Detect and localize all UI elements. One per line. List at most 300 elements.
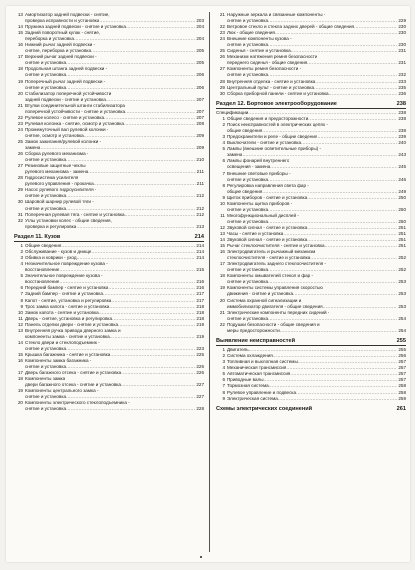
entry-number: 16 bbox=[17, 357, 23, 363]
page-number: 251 bbox=[398, 243, 406, 249]
entry-number: 21 bbox=[17, 102, 23, 108]
entry-title: снятие и установка bbox=[227, 176, 269, 182]
page-number: 212 bbox=[196, 205, 204, 211]
entry-title: Электрические компоненты передних сидений - bbox=[227, 309, 330, 315]
section-title: Раздел 12. Бортовое электрооборудование bbox=[216, 100, 337, 107]
entry-number: 4 bbox=[222, 140, 225, 146]
page-number: 258 bbox=[398, 383, 406, 389]
page-number: 257 bbox=[398, 377, 406, 383]
toc-entry bbox=[14, 127, 204, 139]
section-heading-schemes bbox=[216, 406, 406, 413]
page-number: 232 bbox=[398, 72, 406, 78]
entry-title: снятие и установка bbox=[25, 406, 67, 412]
entry-number: 1 bbox=[222, 347, 225, 353]
entry-number: 12 bbox=[17, 321, 23, 327]
entry-line bbox=[227, 91, 406, 97]
entry-number: 31 bbox=[17, 211, 23, 217]
page-number: 257 bbox=[398, 365, 406, 371]
page-number: 207 bbox=[196, 108, 204, 114]
toc-entry bbox=[216, 12, 406, 24]
entry-title: Обивка и коврики - уход bbox=[25, 255, 77, 261]
toc-entry bbox=[216, 122, 406, 134]
page-number: 253 bbox=[398, 279, 406, 285]
entry-title: Нижний рычаг задней подвески - bbox=[25, 42, 96, 48]
entry-number: 26 bbox=[219, 54, 225, 60]
entry-number: 16 bbox=[17, 42, 23, 48]
page-number: 210 bbox=[196, 157, 204, 163]
entry-title: Сборка приборной панели - снятие и установка bbox=[227, 90, 329, 96]
leader-dots bbox=[329, 91, 398, 97]
entry-number: 30 bbox=[17, 199, 23, 205]
entry-title: Задний бампер - снятие и установка bbox=[25, 291, 103, 297]
page-number: 253 bbox=[398, 303, 406, 309]
toc-entry bbox=[14, 376, 204, 388]
entry-number: 3 bbox=[222, 134, 225, 140]
page-number: 229 bbox=[398, 18, 406, 24]
entry-number: 19 bbox=[17, 78, 23, 84]
entry-line bbox=[227, 396, 406, 402]
entry-number: 21 bbox=[219, 12, 225, 17]
page-number: 246 bbox=[398, 176, 406, 182]
entry-title: Лампы (внешние осветительные приборы) - bbox=[227, 146, 321, 152]
entry-title: снятие и установка bbox=[25, 60, 67, 66]
page-number: 206 bbox=[196, 72, 204, 78]
entry-title: Автоматическая трансмиссия bbox=[227, 371, 291, 377]
entry-number: 7 bbox=[20, 291, 23, 297]
page-number: 238 bbox=[398, 116, 406, 122]
entry-number: 11 bbox=[18, 315, 23, 321]
entry-number: 13 bbox=[219, 231, 225, 236]
entry-number: 27 bbox=[219, 66, 225, 72]
entry-number: 28 bbox=[17, 175, 23, 181]
toc-entry bbox=[216, 36, 406, 48]
page-number: 254 bbox=[398, 315, 406, 321]
page-number: 216 bbox=[196, 279, 204, 285]
entry-title: снятие и установка bbox=[227, 279, 269, 285]
toc-entry bbox=[216, 249, 406, 261]
toc-entry bbox=[216, 66, 406, 78]
entry-title: Общие сведения и предосторожности bbox=[227, 116, 309, 122]
entry-number: 9 bbox=[222, 194, 225, 200]
entry-number: 14 bbox=[17, 24, 23, 30]
entry-title: снятие и установка bbox=[227, 72, 269, 78]
entry-number: 15 bbox=[17, 351, 23, 357]
entry-title: Внешние световые приборы - bbox=[227, 170, 291, 176]
toc-entry bbox=[14, 199, 204, 211]
page-number: 257 bbox=[398, 359, 406, 365]
entry-number: 13 bbox=[17, 327, 23, 333]
entry-title: Компоненты системы управления скоростью bbox=[227, 285, 323, 291]
entry-title: снятие и установка bbox=[25, 345, 67, 351]
page-number: 212 bbox=[196, 211, 204, 217]
entry-title: меры предосторожности bbox=[227, 327, 280, 333]
page-number: 209 bbox=[196, 132, 204, 138]
entry-number: 14 bbox=[219, 237, 225, 243]
entry-title: Стабилизатор поперечной устойчивости bbox=[25, 90, 112, 96]
entry-number: 29 bbox=[219, 84, 225, 90]
entry-number: 18 bbox=[219, 273, 225, 279]
entry-title: Гидросистема усилителя bbox=[25, 175, 79, 181]
entry-title: Промежуточный вал рулевой колонки - bbox=[25, 126, 109, 132]
toc-entry bbox=[216, 273, 406, 285]
entry-title: Амортизатор задней подвески - снятие, bbox=[25, 12, 110, 17]
entry-number: 12 bbox=[219, 224, 225, 230]
page-number: 203 bbox=[196, 18, 204, 24]
entry-number: 3 bbox=[20, 255, 23, 261]
entry-title: Сборка рулевого механизма - bbox=[25, 151, 89, 157]
toc-entry bbox=[14, 187, 204, 199]
entry-title: Механизм натяжения ремня безопасности bbox=[227, 54, 318, 60]
page-number: 218 bbox=[196, 315, 204, 321]
entry-number: 2 bbox=[222, 353, 225, 359]
entry-title: Верхний рычаг задней подвески - bbox=[25, 54, 97, 60]
entry-number: 9 bbox=[222, 395, 225, 401]
entry-title: Резиновые защитные чехлы bbox=[25, 163, 86, 169]
page-number: 250 bbox=[398, 218, 406, 224]
page-number: 206 bbox=[196, 84, 204, 90]
page-number: 251 bbox=[398, 231, 406, 236]
entry-title: Тормозная система bbox=[227, 383, 269, 389]
entry-title: снятие и установка bbox=[227, 218, 269, 224]
toc-entry bbox=[14, 328, 204, 340]
entry-number: 7 bbox=[222, 170, 225, 176]
entry-title: Компоненты замка багажника - bbox=[25, 357, 92, 363]
entry-number: 8 bbox=[20, 297, 23, 303]
entry-title: рулевого управления - прокачка bbox=[25, 181, 94, 187]
page-number: 231 bbox=[398, 60, 406, 66]
entry-number: 1 bbox=[20, 243, 23, 249]
entry-title: снятие и установка bbox=[227, 42, 269, 48]
entry-number: 21 bbox=[219, 309, 225, 315]
page-number: 205 bbox=[196, 60, 204, 66]
entry-title: Приводные валы bbox=[227, 377, 264, 383]
entry-title: Топливная и выхлопная системы bbox=[227, 359, 298, 365]
entry-title: Система охлаждения bbox=[227, 353, 273, 359]
entry-title: Выключатели - снятие и установка bbox=[227, 140, 302, 146]
entry-title: поперечной устойчивости - снятие и установка bbox=[25, 108, 126, 114]
entry-number: 6 bbox=[20, 285, 23, 291]
entry-title: Компоненты замка bbox=[25, 376, 66, 382]
page-number: 227 bbox=[196, 394, 204, 400]
entry-title: Компоненты омывателей стекол и фар - bbox=[227, 273, 314, 279]
spacer bbox=[216, 334, 406, 337]
page-number: 250 bbox=[398, 194, 406, 200]
page-number: 239 bbox=[398, 134, 406, 140]
entry-number: 20 bbox=[17, 90, 23, 96]
entry-title: Предохранители и реле - общие сведения bbox=[227, 134, 318, 140]
entry-title: восстановление bbox=[25, 267, 60, 273]
toc-entry bbox=[216, 261, 406, 273]
entry-title: Рулевое управление и подвеска bbox=[227, 389, 297, 395]
toc-entry bbox=[14, 42, 204, 54]
entry-line bbox=[227, 328, 406, 334]
entry-title: снятие и установка bbox=[25, 205, 67, 211]
toc-entry bbox=[14, 175, 204, 187]
entry-title: Значительное повреждение кузова - bbox=[25, 273, 103, 279]
entry-number: 3 bbox=[222, 359, 225, 365]
page-number: 228 bbox=[196, 406, 204, 412]
page-number: 249 bbox=[398, 188, 406, 194]
section-page: 261 bbox=[396, 405, 406, 412]
entry-title: Наружные зеркала и связанные компоненты - bbox=[227, 12, 326, 17]
page-number: 211 bbox=[196, 169, 204, 175]
entry-number: 2 bbox=[20, 249, 23, 255]
entry-title: движения - снятие и установка bbox=[227, 291, 293, 297]
page-number: 256 bbox=[398, 353, 406, 359]
toc-entry bbox=[14, 12, 204, 24]
entry-title: снятие и установка bbox=[25, 84, 67, 90]
entry-number: 27 bbox=[17, 163, 23, 169]
entry-title: Звуковой сигнал - снятие и установка bbox=[227, 224, 308, 230]
page-number: 251 bbox=[398, 237, 406, 243]
entry-title: Рычаг стеклоочистителя - снятие и установка bbox=[227, 243, 325, 249]
toc-entry bbox=[14, 261, 204, 273]
toc-entry bbox=[14, 340, 204, 352]
page-number: 212 bbox=[196, 193, 204, 199]
toc-entry bbox=[216, 213, 406, 225]
entry-title: Центральный пульт - снятие и установка bbox=[227, 84, 315, 90]
entry-title: Незначительное повреждение кузова - bbox=[25, 261, 108, 267]
entry-title: задней подвески - снятие и установка bbox=[25, 96, 106, 102]
entry-title: снятие и установка bbox=[25, 394, 67, 400]
entry-number: 18 bbox=[17, 66, 23, 72]
entry-title: замена bbox=[25, 145, 41, 151]
entry-number: 30 bbox=[219, 90, 225, 96]
entry-number: 13 bbox=[17, 12, 23, 17]
entry-title: Сиденья - снятие и установка bbox=[227, 48, 291, 54]
entry-title: рулевого механизма - замена bbox=[25, 169, 89, 175]
entry-title: общие сведения bbox=[227, 128, 263, 134]
toc-entry bbox=[14, 151, 204, 163]
page-number: 233 bbox=[398, 78, 406, 84]
entry-number: 17 bbox=[17, 370, 23, 376]
page-number: 252 bbox=[398, 267, 406, 273]
toc-entry bbox=[14, 400, 204, 412]
entry-title: Рулевое колесо - снятие и установка bbox=[25, 114, 105, 120]
leader-dots bbox=[66, 406, 195, 412]
entry-title: Двигатель bbox=[227, 347, 249, 353]
page-number: 225 bbox=[196, 351, 204, 357]
entry-title: снятие и установка bbox=[227, 315, 269, 321]
entry-title: Внешние компоненты кузова - bbox=[227, 36, 292, 42]
page-number: 216 bbox=[196, 285, 204, 291]
entry-title: Продольная штанга задней подвески - bbox=[25, 66, 108, 72]
entry-number: 2 bbox=[222, 122, 225, 128]
spacer bbox=[216, 402, 406, 405]
page-number: 243 bbox=[398, 152, 406, 158]
page-number: 214 bbox=[196, 249, 204, 255]
toc-entry bbox=[14, 103, 204, 115]
spacer bbox=[14, 230, 204, 233]
entry-title: снятие, переборка и установка bbox=[25, 48, 92, 54]
section-page: 214 bbox=[194, 233, 204, 240]
entry-title: Механическая трансмиссия bbox=[227, 365, 287, 371]
entry-title: освещения - замена bbox=[227, 164, 271, 170]
page-number: 230 bbox=[398, 24, 406, 30]
entry-number: 14 bbox=[17, 339, 23, 345]
entry-title: Обслуживание - кузов и днище bbox=[25, 249, 92, 255]
entry-title: Компоненты ремня безопасности - bbox=[227, 66, 302, 72]
entry-title: проверка и регулировка bbox=[25, 223, 77, 229]
entry-number: 29 bbox=[17, 187, 23, 193]
leader-dots bbox=[76, 224, 195, 230]
page-number: 207 bbox=[196, 96, 204, 102]
entry-title: Втулки соединительной штанги стабилизатора bbox=[25, 102, 125, 108]
page-number: 252 bbox=[398, 255, 406, 261]
entry-title: стеклоочистителя - снятие и установка bbox=[227, 255, 311, 261]
entry-title: Поперечный рычаг задней подвески - bbox=[25, 78, 106, 84]
entry-title: Компоненты щитка приборов - bbox=[227, 200, 293, 206]
toc-entry bbox=[14, 79, 204, 91]
toc-entry bbox=[14, 273, 204, 285]
page-number: 240 bbox=[398, 140, 406, 146]
section-title: Раздел 11. Кузов bbox=[14, 233, 61, 240]
entry-title: иммобилизатор двигателя - общие сведения bbox=[227, 303, 323, 309]
page-number: 223 bbox=[196, 345, 204, 351]
entry-number: 28 bbox=[219, 78, 225, 84]
entry-title: Дверь багажного отсека - снятие и установка bbox=[25, 370, 122, 376]
entry-number: 8 bbox=[222, 182, 225, 188]
toc-entry bbox=[216, 322, 406, 334]
page-number: 218 bbox=[196, 303, 204, 309]
entry-title: снятие, осмотр и установка bbox=[25, 132, 84, 138]
entry-title: двери багажного отсека - снятие и установка bbox=[25, 382, 121, 388]
page-number: 226 bbox=[196, 364, 204, 370]
entry-number: 4 bbox=[20, 261, 23, 267]
entry-title: Подушки безопасности - общие сведения и bbox=[227, 321, 320, 327]
entry-title: Внутренняя ручка привода дверного замка и bbox=[25, 327, 121, 333]
entry-title: Ветровое стекло и стекла задних дверей - общие сведения bbox=[227, 24, 355, 30]
page-number: 219 bbox=[196, 321, 204, 327]
entry-title: Панель отделки двери - снятие и установка bbox=[25, 321, 119, 327]
scan-dot bbox=[200, 556, 202, 558]
page-number: 257 bbox=[398, 371, 406, 377]
entry-title: Капот - снятие, установка и регулировка bbox=[25, 297, 112, 303]
page-number: 250 bbox=[398, 206, 406, 212]
entry-number: 7 bbox=[222, 383, 225, 389]
entry-number: 22 bbox=[17, 114, 23, 120]
section-heading-body bbox=[14, 234, 204, 242]
entry-title: восстановление bbox=[25, 279, 60, 285]
entry-number: 17 bbox=[219, 261, 225, 267]
entry-title: Звуковой сигнал - снятие и установка bbox=[227, 237, 308, 243]
page-number: 211 bbox=[196, 181, 204, 187]
page-number: 227 bbox=[196, 382, 204, 388]
entry-title: Спецификации bbox=[216, 110, 249, 116]
entry-number: 20 bbox=[219, 297, 225, 303]
toc-entry bbox=[14, 358, 204, 370]
entry-title: Поперечная рулевая тяга - снятие и установка bbox=[25, 211, 125, 217]
page-number: 208 bbox=[196, 120, 204, 126]
page-number: 253 bbox=[398, 291, 406, 297]
entry-title: снятие и установка bbox=[227, 267, 269, 273]
toc-entry bbox=[216, 396, 406, 402]
entry-title: Система охранной сигнализации и bbox=[227, 297, 302, 303]
entry-number: 10 bbox=[17, 309, 23, 315]
entry-title: Рулевая колонка - снятие, осмотр и установка bbox=[25, 120, 124, 126]
entry-title: снятие и установка bbox=[25, 364, 67, 370]
entry-title: Задний поворотный кулак - снятие, bbox=[25, 30, 101, 36]
toc-entry bbox=[14, 388, 204, 400]
entry-title: Шаровой шарнир рулевой тяги - bbox=[25, 199, 94, 205]
entry-title: снятие и установка bbox=[227, 206, 269, 212]
entry-title: Углы установки колес - общие сведения, bbox=[25, 217, 112, 223]
page-number: 238 bbox=[398, 110, 406, 116]
entry-title: Лампы фонарей внутреннего bbox=[227, 158, 290, 164]
page-number: 218 bbox=[196, 309, 204, 315]
entry-title: Люк - общие сведения bbox=[227, 30, 275, 36]
entry-title: Стекло двери и стеклоподъемник - bbox=[25, 339, 100, 345]
entry-number: 6 bbox=[222, 158, 225, 164]
entry-number: 19 bbox=[219, 285, 225, 291]
page-number: 251 bbox=[398, 224, 406, 230]
entry-title: Трос замка капота - снятие и установка bbox=[25, 303, 110, 309]
toc-entry bbox=[216, 201, 406, 213]
entry-number: 24 bbox=[17, 126, 23, 132]
entry-number: 5 bbox=[222, 371, 225, 377]
column-divider bbox=[209, 12, 210, 552]
entry-number: 17 bbox=[17, 54, 23, 60]
entry-number: 5 bbox=[20, 273, 23, 279]
entry-title: Замок капота - снятие и установка bbox=[25, 309, 99, 315]
entry-number: 25 bbox=[17, 138, 23, 144]
entry-title: Передний бампер - снятие и установка bbox=[25, 285, 109, 291]
page-number: 217 bbox=[196, 297, 204, 303]
page-number: 226 bbox=[196, 370, 204, 376]
toc-entry bbox=[216, 91, 406, 97]
toc-entry bbox=[14, 218, 204, 230]
entry-line bbox=[25, 224, 204, 230]
entry-title: Электродвигатель и рычажный механизм bbox=[227, 249, 316, 255]
page-number: 214 bbox=[196, 243, 204, 249]
entry-title: Внутренняя отделка - снятие и установка bbox=[227, 78, 316, 84]
entry-title: замена bbox=[227, 152, 243, 158]
left-column bbox=[14, 12, 204, 412]
page-number: 245 bbox=[398, 164, 406, 170]
toc-entry bbox=[14, 139, 204, 151]
entry-number: 26 bbox=[17, 151, 23, 157]
toc-entry bbox=[14, 54, 204, 66]
toc-entry bbox=[216, 298, 406, 310]
entry-title: переднего сиденья - общие сведения bbox=[227, 60, 308, 66]
entry-title: общие сведения bbox=[227, 188, 263, 194]
page-number: 230 bbox=[398, 42, 406, 48]
contents-page bbox=[6, 6, 410, 562]
toc-entry bbox=[14, 30, 204, 42]
entry-title: компоненты замка - снятие и установка bbox=[25, 333, 110, 339]
section-heading-electrical bbox=[216, 101, 406, 109]
page-number: 255 bbox=[398, 347, 406, 353]
entry-title: Замок зажигания/рулевой колонки - bbox=[25, 138, 102, 144]
entry-number: 23 bbox=[17, 120, 23, 126]
toc-entry bbox=[14, 163, 204, 175]
leader-dots bbox=[278, 396, 398, 402]
leader-dots bbox=[280, 328, 398, 334]
page-number: 235 bbox=[398, 84, 406, 90]
page-number: 215 bbox=[196, 267, 204, 273]
entry-title: снятие и установка bbox=[25, 157, 67, 163]
entry-number: 22 bbox=[219, 24, 225, 30]
toc-entry bbox=[216, 171, 406, 183]
entry-title: Насос рулевого гидроусилителя - bbox=[25, 187, 97, 193]
entry-title: переборка и установка bbox=[25, 36, 74, 42]
entry-line bbox=[25, 406, 204, 412]
page-number: 230 bbox=[398, 30, 406, 36]
toc-entry bbox=[216, 310, 406, 322]
entry-title: Компоненты электрического стеклоподъемника - bbox=[25, 400, 130, 406]
entry-number: 11 bbox=[220, 212, 225, 218]
entry-title: Пружина задней подвески - снятие и установка bbox=[25, 24, 126, 30]
